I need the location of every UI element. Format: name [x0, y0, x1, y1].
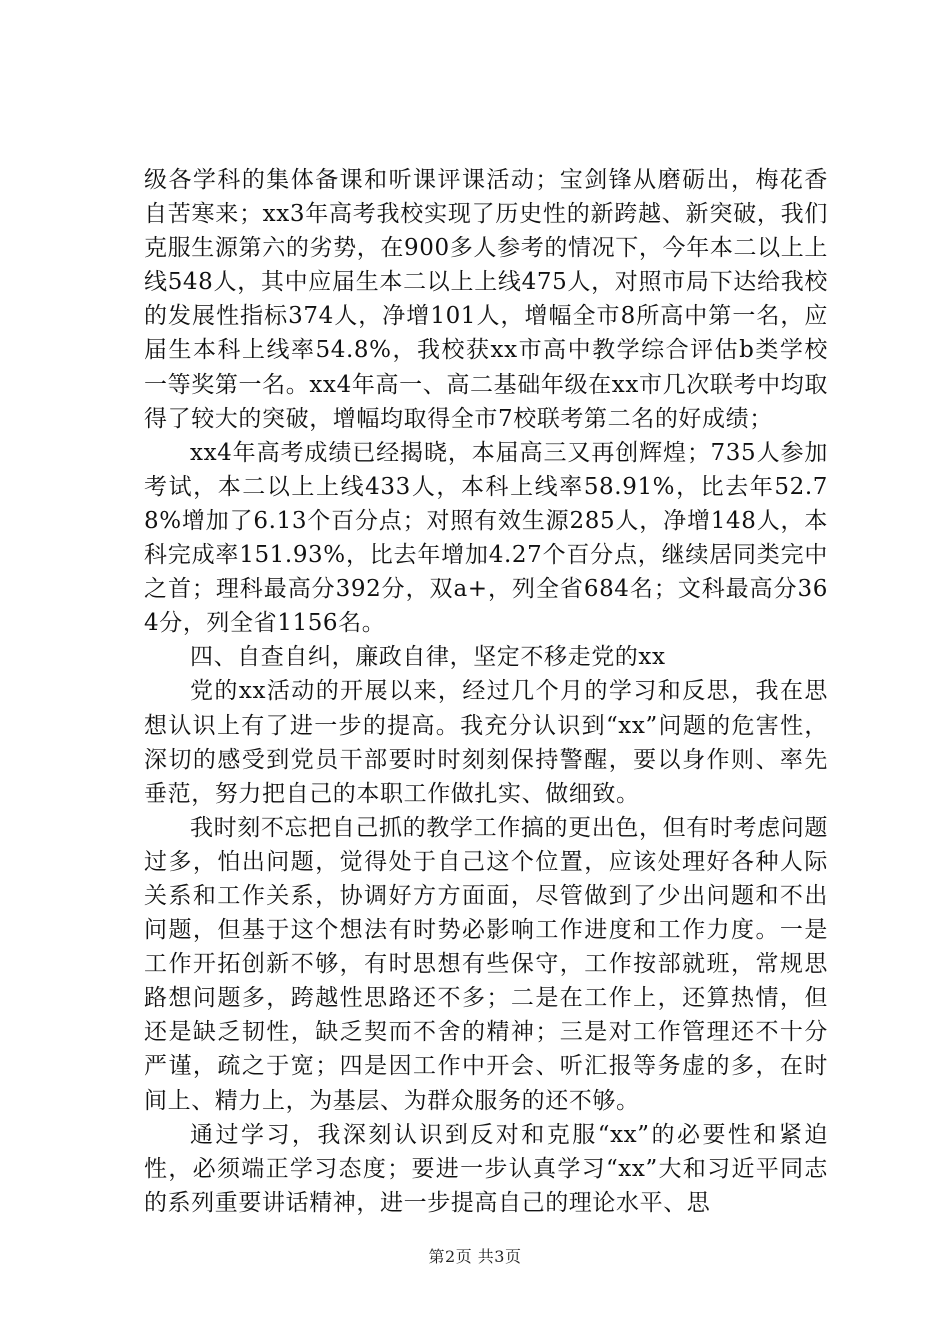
paragraph-3: 党的xx活动的开展以来，经过几个月的学习和反思，我在思想认识上有了进一步的提高。我充分认识到“xx”问题的危害性，深切的感受到党员干部要时时刻刻保持警醒，要以身作则、率先垂范，努力把自己的本职工作做扎实、做细致。 [144, 678, 828, 807]
section-heading: 四、自查自纠，廉政自律，坚定不移走党的xx [190, 644, 666, 671]
page-footer: 第2页 共3页 [428, 1247, 522, 1266]
paragraph-5: 通过学习，我深刻认识到反对和克服“xx”的必要性和紧迫性，必须端正学习态度；要进一步认真学习“xx”大和习近平同志的系列重要讲话精神，进一步提高自己的理论水平、思 [144, 1121, 828, 1216]
document-body [144, 163, 828, 1220]
paragraph-2: xx4年高考成绩已经揭晓，本届高三又再创辉煌；735人参加考试，本二以上上线433人，本科上线率58.91%，比去年52.78%增加了6.13个百分点；对照有效生源285人，净增148人，本科完成率151.93%，比去年增加4.27个百分点，继续居同类完中之首；理科最高分392分，双a+，列全省684名；文科最高分364分，列全省1156名。 [144, 439, 828, 637]
paragraph-4: 我时刻不忘把自己抓的教学工作搞的更出色，但有时考虑问题过多，怕出问题，觉得处于自己这个位置，应该处理好各种人际关系和工作关系，协调好方方面面，尽管做到了少出问题和不出问题，但基于这个想法有时势必影响工作进度和工作力度。一是工作开拓创新不够，有时思想有些保守，工作按部就班，常规思路想问题多，跨越性思路还不多；二是在工作上，还算热情，但还是缺乏韧性，缺乏契而不舍的精神；三是对工作管理还不十分严谨，疏之于宽；四是因工作中开会、听汇报等务虚的多，在时间上、精力上，为基层、为群众服务的还不够。 [144, 814, 828, 1114]
paragraph-1: 级各学科的集体备课和听课评课活动；宝剑锋从磨砺出，梅花香自苦寒来；xx3年高考我校实现了历史性的新跨越、新突破，我们克服生源第六的劣势，在900多人参考的情况下，今年本二以上上线548人，其中应届生本二以上上线475人，对照市局下达给我校的发展性指标374人，净增101人，增幅全市8所高中第一名，应届生本科上线率54.8%，我校获xx市高中教学综合评估b类学校一等奖第一名。xx4年高一、高二基础年级在xx市几次联考中均取得了较大的突破，增幅均取得全市7校联考第二名的好成绩； [144, 167, 828, 432]
